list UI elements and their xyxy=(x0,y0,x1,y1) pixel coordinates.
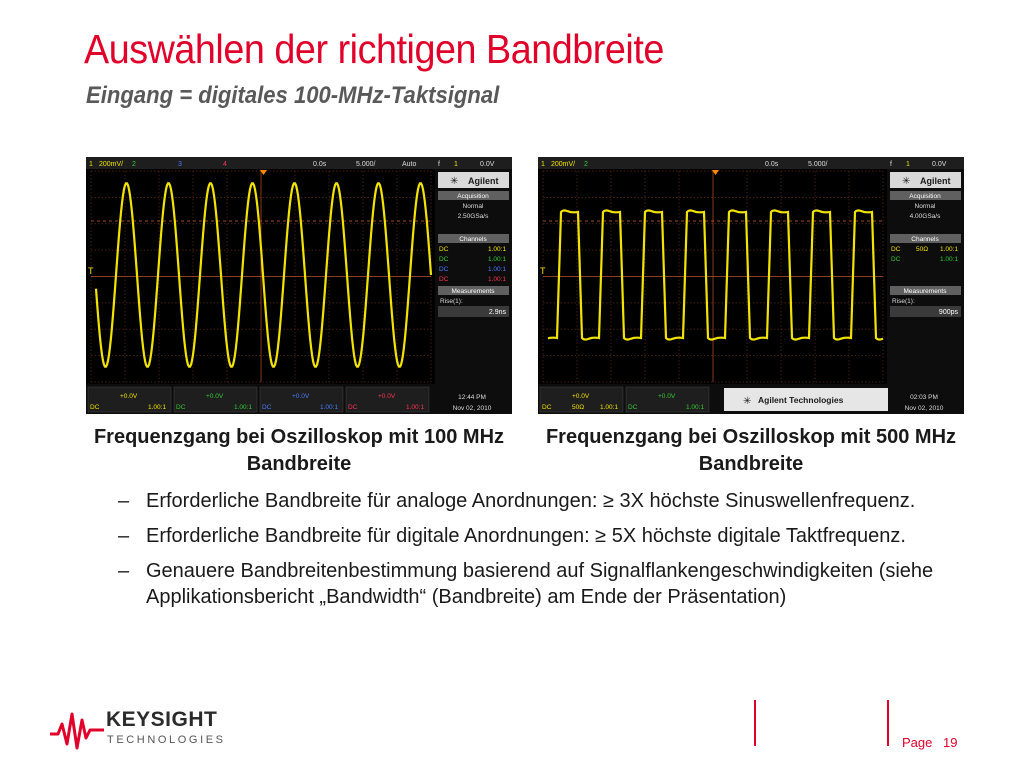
sun-icon: ✳ xyxy=(902,176,911,187)
footer-ch4-coupling: DC xyxy=(348,404,358,411)
bullet-text: Erforderliche Bandbreite für analoge Anordnungen: ≥ 3X höchste Sinuswellenfrequenz. xyxy=(146,490,916,512)
channel-1-probe: 1.00:1 xyxy=(488,246,507,253)
brand-name: KEYSIGHT xyxy=(106,708,218,731)
trigger-channel: 1 xyxy=(906,161,910,168)
acquisition-title: Acquisition xyxy=(909,193,941,200)
channel-1-probe: 1.00:1 xyxy=(940,246,959,253)
scope-caption-100mhz: Frequenzgang bei Oszilloskop mit 100 MHz Bandbreite xyxy=(93,426,505,475)
ch1-scale: 200mV/ xyxy=(99,161,124,168)
acquisition-rate: 2.50GSa/s xyxy=(457,213,489,220)
channel-1-coupling: DC xyxy=(439,246,449,253)
footer-ch3-coupling: DC xyxy=(262,404,272,411)
ch1-scale: 200mV/ xyxy=(551,161,576,168)
agilent-logo-icon: ✳ xyxy=(743,396,752,407)
trigger-channel: 1 xyxy=(454,161,458,168)
channel-3-coupling: DC xyxy=(439,266,449,273)
bullet-dash: – xyxy=(118,490,130,512)
footer-date: Nov 02, 2010 xyxy=(904,405,944,412)
footer-ch1-offset: +0.0V xyxy=(572,393,590,400)
footer-ch2-probe: 1.00:1 xyxy=(686,404,705,411)
channels-title: Channels xyxy=(911,236,939,243)
footer-ch2-probe: 1.00:1 xyxy=(234,404,253,411)
channels-title: Channels xyxy=(459,236,487,243)
svg-text:1: 1 xyxy=(541,161,545,168)
slide-subtitle: Eingang = digitales 100-MHz-Taktsignal xyxy=(86,82,500,109)
ch3-label: 3 xyxy=(178,161,182,168)
ch2-label: 2 xyxy=(132,161,136,168)
measurement-label: Rise(1): xyxy=(892,298,915,305)
channel-4-coupling: DC xyxy=(439,276,449,283)
square-waveform xyxy=(548,211,883,340)
panel-brand: Agilent xyxy=(920,176,951,186)
svg-text:T: T xyxy=(88,266,94,276)
delay-readout: 0.0s xyxy=(313,161,327,168)
footer-ch4-offset: +0.0V xyxy=(378,393,396,400)
graticule xyxy=(91,171,431,382)
timebase-readout: 5.000/ xyxy=(356,161,376,168)
timebase-readout: 5.000/ xyxy=(808,161,828,168)
footer-brand: Agilent Technologies xyxy=(758,395,844,405)
bullet-text: Erforderliche Bandbreite für digitale Anordnungen: ≥ 5X höchste digitale Taktfrequenz. xyxy=(146,525,906,547)
measurement-value: 2.9ns xyxy=(488,309,506,316)
footer-ch1-coupling: DC xyxy=(542,404,552,411)
bullet-dash: – xyxy=(118,525,130,547)
bullet-item xyxy=(118,558,978,610)
delay-readout: 0.0s xyxy=(765,161,779,168)
footer-ch1-probe: 1.00:1 xyxy=(148,404,167,411)
trigger-level: 0.0V xyxy=(932,161,947,168)
footer-ch1-impedance: 50Ω xyxy=(572,404,585,411)
bullet-item xyxy=(118,488,978,514)
measurement-label: Rise(1): xyxy=(440,298,463,305)
footer-divider xyxy=(754,700,756,746)
bullet-text: Genauere Bandbreitenbestimmung basierend auf Signalflankengeschwindigkeiten (siehe Applikationsbericht „Bandwidth“ (Bandbreite) am Ende der Präsentation) xyxy=(146,560,934,608)
footer-ch4-probe: 1.00:1 xyxy=(406,404,425,411)
channel-2-coupling: DC xyxy=(891,256,901,263)
measurements-title: Measurements xyxy=(451,288,495,295)
svg-text:f: f xyxy=(890,161,892,168)
trigger-mode: Auto xyxy=(402,161,417,168)
channel-2-coupling: DC xyxy=(439,256,449,263)
bullet-list xyxy=(118,488,978,619)
channel-1-coupling: DC xyxy=(891,246,901,253)
page-number: 19 xyxy=(943,735,958,750)
footer-ch2-offset: +0.0V xyxy=(206,393,224,400)
measurement-value: 900ps xyxy=(938,309,958,316)
bullet-item xyxy=(118,523,978,549)
channel-2-probe: 1.00:1 xyxy=(940,256,959,263)
slide-title: Auswählen der richtigen Bandbreite xyxy=(84,26,664,72)
footer-ch1-offset: +0.0V xyxy=(120,393,138,400)
footer-divider xyxy=(887,700,889,746)
channel-1-impedance: 50Ω xyxy=(916,246,929,253)
footer-ch1-coupling: DC xyxy=(90,404,100,411)
svg-text:T: T xyxy=(540,266,546,276)
ch2-label: 2 xyxy=(584,161,588,168)
channel-4-probe: 1.00:1 xyxy=(488,276,507,283)
svg-text:f: f xyxy=(438,161,440,168)
footer-ch2-offset: +0.0V xyxy=(658,393,676,400)
trigger-level: 0.0V xyxy=(480,161,495,168)
sine-waveform xyxy=(96,183,431,366)
footer-time: 12:44 PM xyxy=(458,394,486,401)
channel-2-probe: 1.00:1 xyxy=(488,256,507,263)
footer-ch1-probe: 1.00:1 xyxy=(600,404,619,411)
brand-subline: TECHNOLOGIES xyxy=(107,734,226,746)
footer-ch2-coupling: DC xyxy=(176,404,186,411)
sun-icon: ✳ xyxy=(450,176,459,187)
ch4-label: 4 xyxy=(223,161,227,168)
oscilloscope-screenshot-500mhz xyxy=(538,157,964,414)
measurements-title: Measurements xyxy=(903,288,947,295)
scope-caption-500mhz: Frequenzgang bei Oszilloskop mit 500 MHz Bandbreite xyxy=(545,426,957,475)
svg-text:1: 1 xyxy=(89,161,93,168)
bullet-dash: – xyxy=(118,560,130,582)
acquisition-title: Acquisition xyxy=(457,193,489,200)
footer-ch3-offset: +0.0V xyxy=(292,393,310,400)
footer-ch2-coupling: DC xyxy=(628,404,638,411)
footer-time: 02:03 PM xyxy=(910,394,938,401)
page-label: Page xyxy=(902,735,933,750)
oscilloscope-screenshot-100mhz xyxy=(86,157,512,414)
acquisition-rate: 4.00GSa/s xyxy=(909,213,941,220)
footer-ch3-probe: 1.00:1 xyxy=(320,404,339,411)
acquisition-mode: Normal xyxy=(914,203,936,210)
panel-brand: Agilent xyxy=(468,176,499,186)
channel-3-probe: 1.00:1 xyxy=(488,266,507,273)
keysight-wave-icon xyxy=(50,710,104,750)
acquisition-mode: Normal xyxy=(462,203,484,210)
footer-date: Nov 02, 2010 xyxy=(452,405,492,412)
